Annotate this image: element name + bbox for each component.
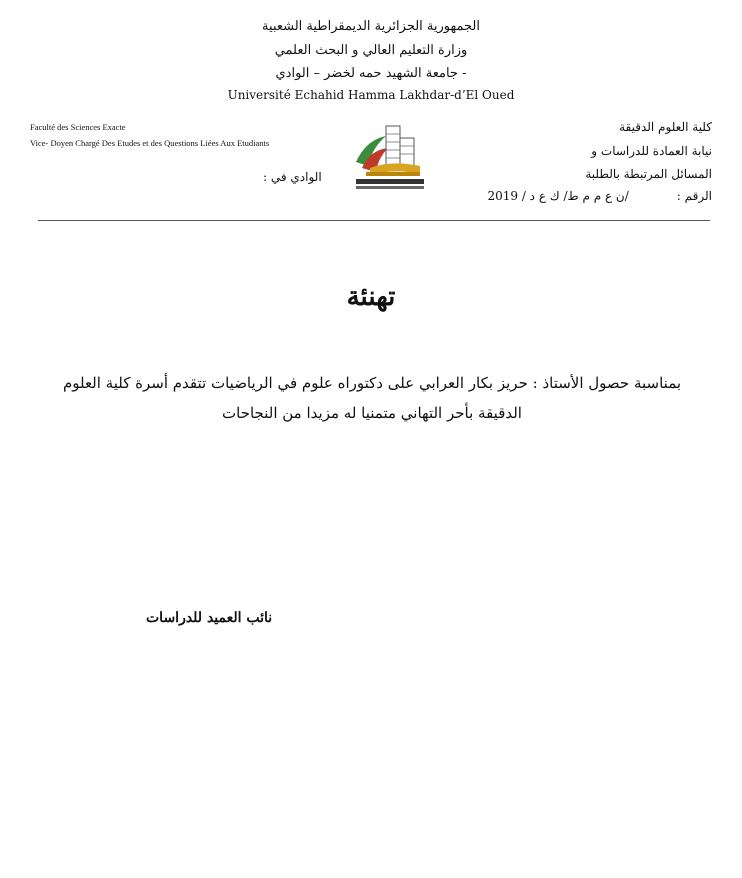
- date-label: الوادي في :: [263, 170, 322, 184]
- congratulation-paragraph: بمناسبة حصول الأستاذ : حريز بكار العرابي على دكتوراه علوم في الرياضيات تتقدم أسرة كلية العلوم الدقيقة بأحر التهاني متمنيا له مزيدا من النجاحات: [62, 374, 682, 422]
- university-logo-icon: [352, 122, 428, 194]
- office-label-line1: نيابة العمادة للدراسات و: [591, 144, 712, 158]
- vice-dean-label-fr: Vice- Doyen Chargé Des Etudes et des Questions Liées Aux Etudiants: [30, 138, 270, 148]
- reference-value: /ن ع م م ط/ ك ع د / 2019: [487, 189, 629, 203]
- university-heading-fr: Université Echahid Hamma Lakhdar-d’El Oued: [227, 88, 515, 102]
- office-label-line2: المسائل المرتبطة بالطلبة: [585, 167, 712, 181]
- signature-title: نائب العميد للدراسات: [146, 610, 273, 626]
- reference-label: الرقم :: [676, 189, 712, 203]
- header-divider: [38, 220, 710, 221]
- reference-number: [487, 189, 712, 203]
- university-heading-ar: جامعة الشهيد حمه لخضر – الوادي -: [275, 66, 467, 81]
- faculty-label-fr: Faculté des Sciences Exacte: [30, 122, 126, 132]
- faculty-label-ar: كلية العلوم الدقيقة: [619, 120, 712, 134]
- congratulation-title: تهنئة: [346, 282, 396, 312]
- republic-heading: الجمهورية الجزائرية الديمقراطية الشعبية: [262, 19, 480, 34]
- ministry-heading: وزارة التعليم العالي و البحث العلمي: [274, 43, 468, 58]
